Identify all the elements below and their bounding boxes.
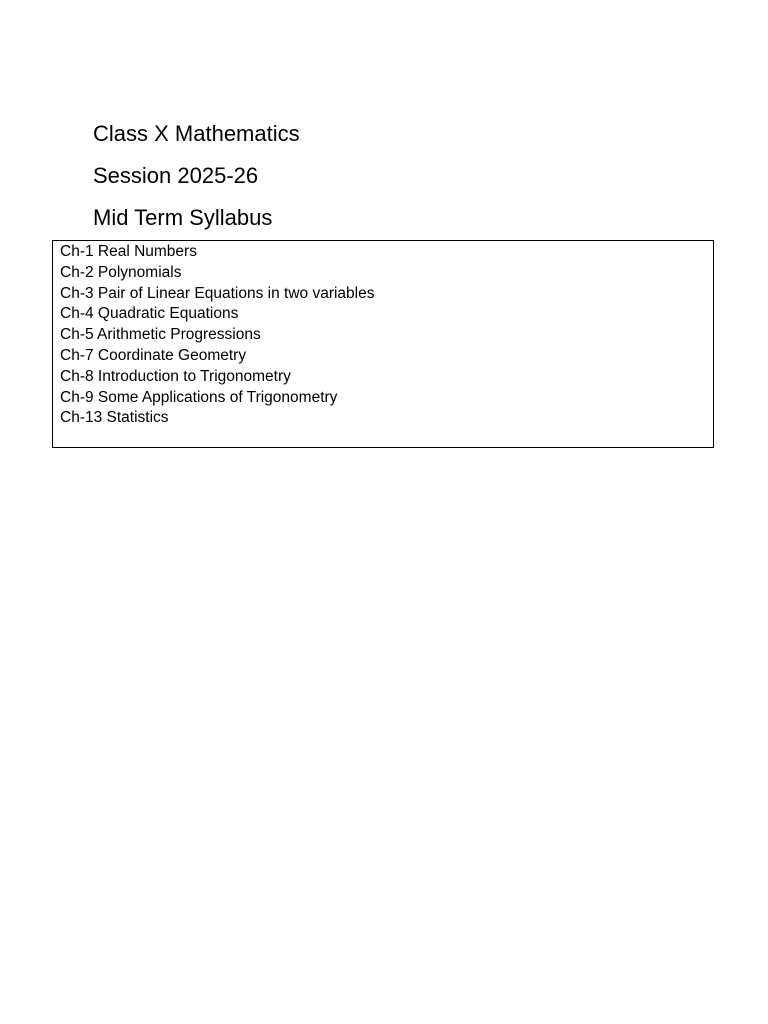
- session-title: Session 2025-26: [93, 163, 259, 188]
- chapter-item: Ch-9 Some Applications of Trigonometry: [60, 388, 338, 406]
- chapter-item: Ch-8 Introduction to Trigonometry: [60, 367, 291, 385]
- syllabus-title: Mid Term Syllabus: [93, 205, 273, 230]
- chapter-item: Ch-3 Pair of Linear Equations in two variables: [60, 284, 375, 302]
- chapter-item: Ch-13 Statistics: [60, 409, 169, 427]
- document-header: [93, 113, 300, 239]
- chapter-item: Ch-4 Quadratic Equations: [60, 305, 239, 323]
- chapter-item: Ch-7 Coordinate Geometry: [60, 346, 247, 364]
- chapter-item: Ch-2 Polynomials: [60, 263, 182, 281]
- chapter-item: Ch-1 Real Numbers: [60, 243, 197, 260]
- chapter-item: Ch-5 Arithmetic Progressions: [60, 326, 261, 344]
- class-title: Class X Mathematics: [93, 121, 300, 146]
- syllabus-chapter-box: [52, 240, 714, 448]
